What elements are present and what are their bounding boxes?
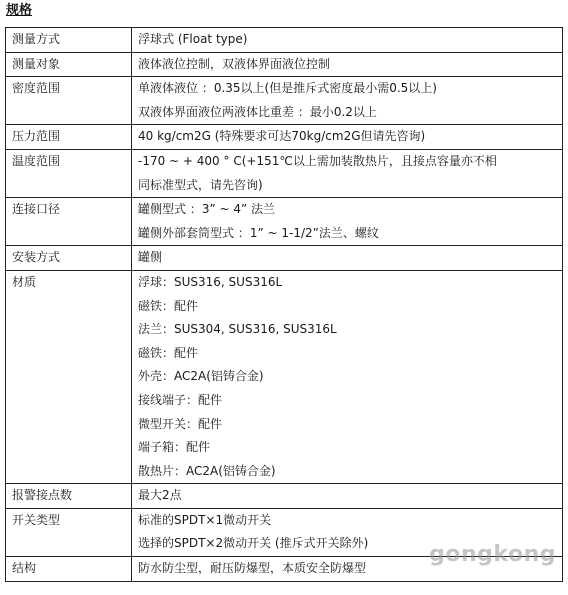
spec-label: 报警接点数: [6, 484, 132, 509]
spec-value: [132, 52, 563, 77]
spec-row: [6, 484, 563, 509]
spec-value-line: 防水防尘型，耐压防爆型，本质安全防爆型: [138, 561, 367, 576]
spec-value: [132, 149, 563, 197]
spec-label: 材质: [6, 270, 132, 483]
spec-value-line: 浮球式 (Float type): [138, 32, 248, 46]
spec-label: 测量对象: [6, 52, 132, 77]
spec-value-line: 同标准型式，请先咨询): [138, 177, 263, 192]
spec-value-line: 液体液位控制，双液体界面液位控制: [138, 56, 331, 71]
spec-value-line: 微型开关：配件: [138, 416, 223, 431]
spec-value: [132, 270, 563, 483]
spec-row: [6, 28, 563, 53]
page-title: 规格: [6, 3, 33, 18]
spec-table-body: [6, 28, 563, 582]
spec-value-line: 接线端子：配件: [138, 392, 223, 407]
spec-label: 测量方式: [6, 28, 132, 53]
spec-value: [132, 125, 563, 150]
spec-row: [6, 77, 563, 125]
spec-value-line: 双液体界面液位两液体比重差 ：最小0.2以上: [138, 104, 377, 119]
spec-value: [132, 28, 563, 53]
spec-value-line: 最大2点: [138, 488, 182, 503]
spec-row: [6, 52, 563, 77]
spec-row: [6, 198, 563, 246]
spec-label: 连接口径: [6, 198, 132, 246]
spec-value-line: 磁铁：配件: [138, 345, 199, 360]
spec-label: 密度范围: [6, 77, 132, 125]
spec-value: [132, 77, 563, 125]
spec-row: [6, 125, 563, 150]
spec-value-line: 外壳：AC2A(铝铸合金): [138, 369, 264, 384]
watermark-logo: gongkong: [429, 542, 556, 567]
spec-row: [6, 246, 563, 271]
spec-row: [6, 149, 563, 197]
spec-row: [6, 270, 563, 483]
spec-label: 安装方式: [6, 246, 132, 271]
spec-value: [132, 484, 563, 509]
spec-label: 温度范围: [6, 149, 132, 197]
spec-value-line: 罐侧型式 ：3” ~ 4” 法兰: [138, 202, 276, 217]
spec-label: 结构: [6, 557, 132, 582]
spec-value: [132, 246, 563, 271]
spec-value-line: 选择的SPDT×2微动开关 (推斥式开关除外): [138, 536, 369, 551]
spec-value-line: 单液体液位 ：0.35以上(但是推斥式密度最小需0.5以上): [138, 81, 437, 96]
spec-value-line: 40 kg/cm2G (特殊要求可达70kg/cm2G但请先咨询): [138, 129, 426, 144]
spec-value-line: 标准的SPDT×1微动开关: [138, 512, 272, 527]
spec-label: 开关类型: [6, 508, 132, 556]
spec-table: [5, 27, 563, 582]
spec-value: [132, 198, 563, 246]
spec-value-line: -170 ~ + 400 ° C(+151℃以上需加装散热片，且接点容量亦不相: [138, 153, 497, 168]
spec-value-line: 浮球：SUS316, SUS316L: [138, 274, 283, 289]
spec-value-line: 罐侧外部套筒型式 ：1” ~ 1-1/2”法兰、螺纹: [138, 225, 379, 240]
spec-value-line: 散热片：AC2A(铝铸合金): [138, 463, 276, 478]
spec-label: 压力范围: [6, 125, 132, 150]
spec-value-line: 磁铁：配件: [138, 298, 199, 313]
spec-value-line: 罐侧: [138, 250, 163, 265]
spec-value-line: 端子箱：配件: [138, 440, 211, 455]
spec-value-line: 法兰：SUS304, SUS316, SUS316L: [138, 322, 337, 337]
